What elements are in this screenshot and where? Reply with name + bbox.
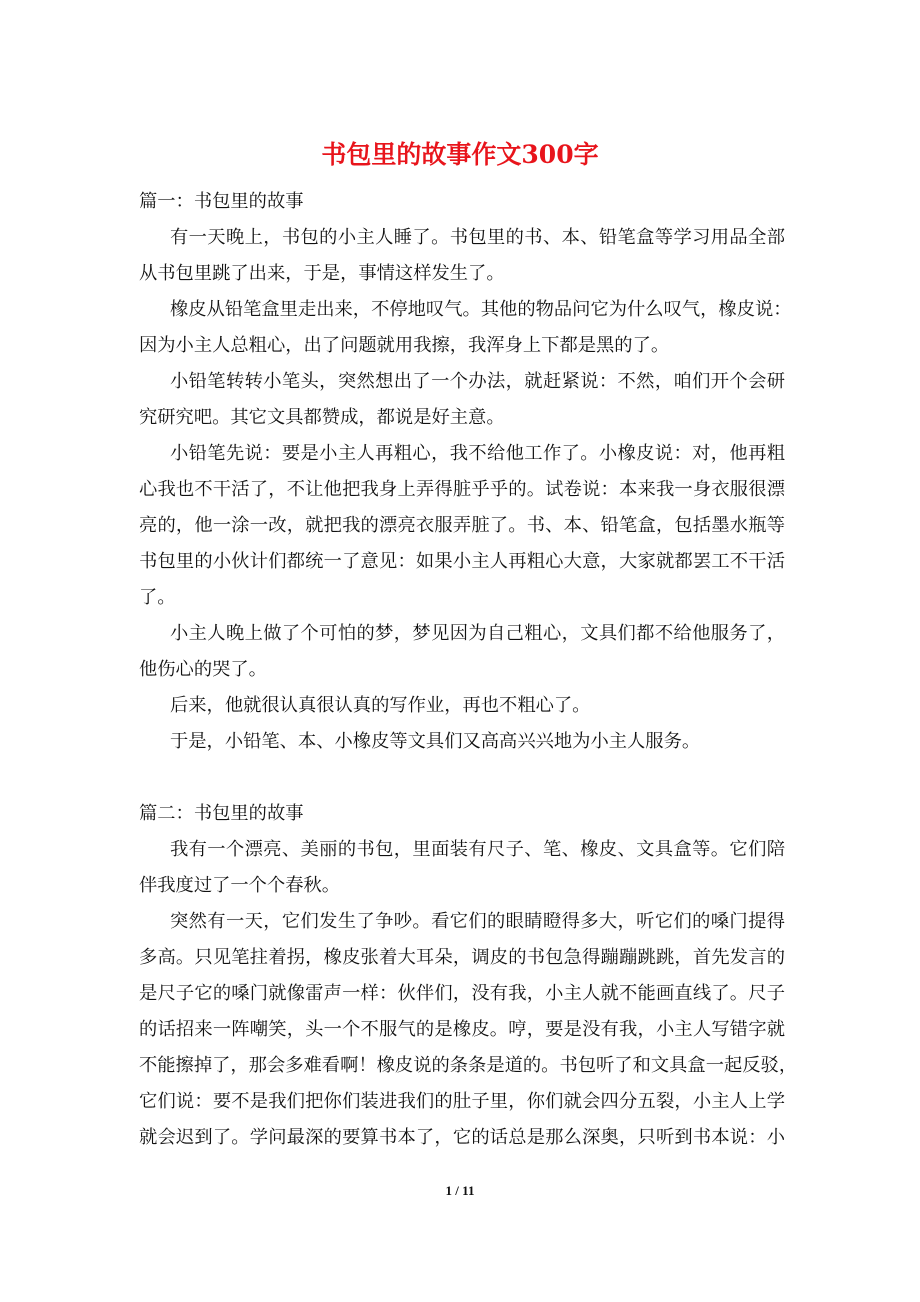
text-line: 书包里的小伙计们都统一了意见：如果小主人再粗心大意，大家就都罢工不干活 xyxy=(139,551,785,572)
document-body xyxy=(139,184,798,1156)
paragraph xyxy=(139,616,785,688)
text-line: 多高。只见笔拄着拐，橡皮张着大耳朵，调皮的书包急得蹦蹦跳跳，首先发言的 xyxy=(139,947,785,968)
text-line: 我有一个漂亮、美丽的书包，里面装有尺子、笔、橡皮、文具盒等。它们陪 xyxy=(170,839,785,860)
paragraph xyxy=(139,220,785,292)
text-line: 的话招来一阵嘲笑，头一个不服气的是橡皮。哼，要是没有我，小主人写错字就 xyxy=(139,1019,785,1040)
text-line: 了。 xyxy=(139,587,176,608)
text-line: 突然有一天，它们发生了争吵。看它们的眼睛瞪得多大，听它们的嗓门提得 xyxy=(170,911,785,932)
text-line: 后来，他就很认真很认真的写作业，再也不粗心了。 xyxy=(170,695,591,716)
page-number: 1 / 11 xyxy=(445,1183,475,1198)
text-line: 小铅笔转转小笔头，突然想出了一个办法，就赶紧说：不然，咱们开个会研 xyxy=(170,371,785,392)
section-heading: 篇一：书包里的故事 xyxy=(139,191,304,212)
text-line: 它们说：要不是我们把你们装进我们的肚子里，你们就会四分五裂，小主人上学 xyxy=(139,1091,785,1112)
paragraph xyxy=(139,832,785,904)
text-line: 就会迟到了。学问最深的要算书本了，它的话总是那么深奥，只听到书本说：小 xyxy=(139,1127,785,1148)
text-line: 心我也不干活了，不让他把我身上弄得脏乎乎的。试卷说：本来我一身衣服很漂 xyxy=(139,479,785,500)
text-line: 小主人晚上做了个可怕的梦，梦见因为自己粗心，文具们都不给他服务了， xyxy=(170,623,785,644)
paragraph xyxy=(139,364,785,436)
text-line: 小铅笔先说：要是小主人再粗心，我不给他工作了。小橡皮说：对，他再粗 xyxy=(170,443,785,464)
text-line: 是尺子它的嗓门就像雷声一样：伙伴们，没有我，小主人就不能画直线了。尺子 xyxy=(139,983,785,1004)
text-line: 亮的，他一涂一改，就把我的漂亮衣服弄脏了。书、本、铅笔盒，包括墨水瓶等 xyxy=(139,515,785,536)
text-line: 究研究吧。其它文具都赞成，都说是好主意。 xyxy=(139,407,505,428)
text-line: 从书包里跳了出来，于是，事情这样发生了。 xyxy=(139,263,505,284)
paragraph xyxy=(139,904,798,1156)
document-title: 书包里的故事作文300字 xyxy=(321,140,599,169)
text-line: 他伤心的哭了。 xyxy=(139,659,267,680)
paragraph xyxy=(139,292,792,364)
text-line: 有一天晚上，书包的小主人睡了。书包里的书、本、铅笔盒等学习用品全部 xyxy=(170,227,785,248)
section-gap xyxy=(139,760,785,796)
text-line: 不能擦掉了，那会多难看啊！橡皮说的条条是道的。书包听了和文具盒一起反驳， xyxy=(139,1055,798,1076)
text-line: 伴我度过了一个个春秋。 xyxy=(139,875,341,896)
section-heading: 篇二：书包里的故事 xyxy=(139,803,304,824)
paragraph xyxy=(139,436,785,616)
text-line: 橡皮从铅笔盒里走出来，不停地叹气。其他的物品问它为什么叹气，橡皮说： xyxy=(170,299,792,320)
text-line: 于是，小铅笔、本、小橡皮等文具们又高高兴兴地为小主人服务。 xyxy=(170,731,701,752)
text-line: 因为小主人总粗心，出了问题就用我擦，我浑身上下都是黑的了。 xyxy=(139,335,670,356)
paragraph xyxy=(139,688,785,724)
paragraph xyxy=(139,724,785,760)
